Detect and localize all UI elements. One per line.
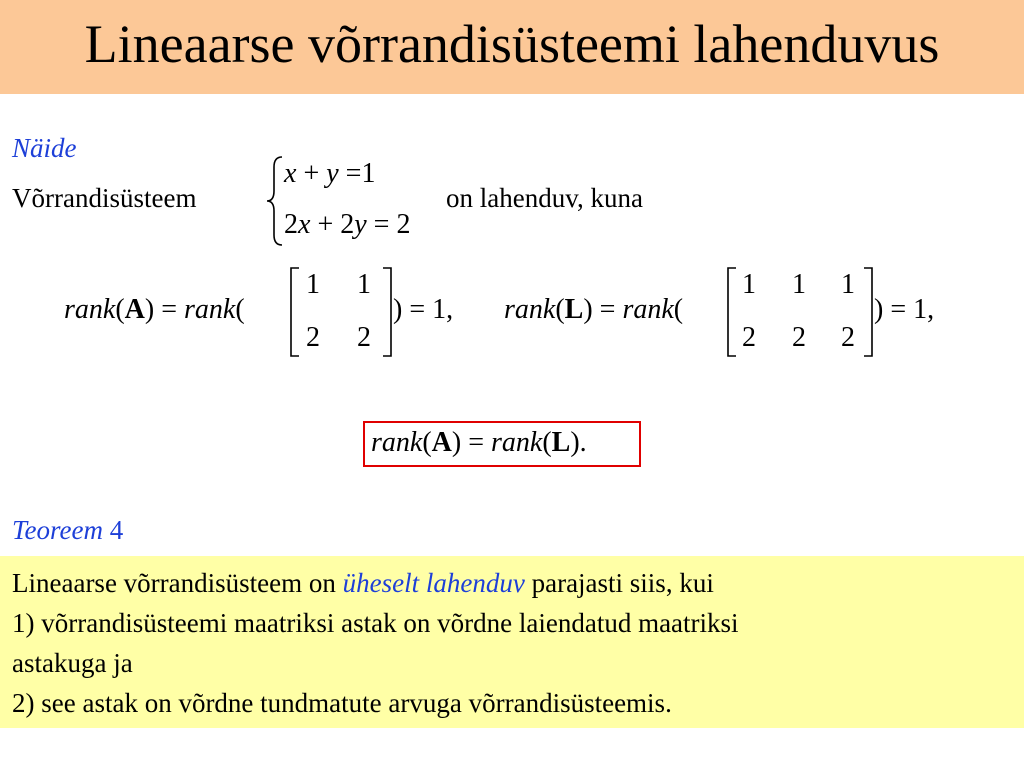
matrix-l-r1c3: 1 xyxy=(841,269,855,300)
rank-a-func2: rank xyxy=(184,294,236,325)
rank-a-lhs xyxy=(64,294,245,326)
theorem-line-1-suffix: parajasti siis, kui xyxy=(524,568,714,598)
equality-rparen: ) xyxy=(451,427,462,458)
equality-lparen2: ( xyxy=(542,427,552,458)
slide-title: Lineaarse võrrandisüsteemi lahenduvus xyxy=(84,14,940,74)
example-conclusion: on lahenduv, kuna xyxy=(446,183,643,213)
system-brace xyxy=(264,155,286,247)
example-heading: Näide xyxy=(12,133,77,163)
matrix-a-r2c2: 2 xyxy=(357,322,371,353)
theorem-line-1-emphasis: üheselt lahenduv xyxy=(342,568,525,598)
eq2-x: x xyxy=(298,209,311,240)
matrix-l-r1c2: 1 xyxy=(792,269,806,300)
rank-a-lparen: ( xyxy=(115,294,125,325)
rank-l-func2: rank xyxy=(622,294,674,325)
theorem-heading-number: 4 xyxy=(109,515,124,545)
eq2-rhs: 2 xyxy=(396,209,411,240)
rank-a-tail: ) = 1, xyxy=(393,294,454,325)
equality-lparen: ( xyxy=(422,427,432,458)
eq1-y: y xyxy=(326,158,339,189)
equality-func2: rank xyxy=(491,427,543,458)
eq1-rhs: 1 xyxy=(361,158,376,189)
rank-a-lparen2: ( xyxy=(235,294,245,325)
eq1-x: x xyxy=(284,158,297,189)
rank-a-func: rank xyxy=(64,294,116,325)
equality-symbol-a: A xyxy=(431,427,452,458)
rank-l-lhs xyxy=(504,294,683,326)
rank-l-symbol: L xyxy=(564,294,584,325)
system-equation-1 xyxy=(284,158,375,190)
matrix-a-r1c2: 1 xyxy=(357,269,371,300)
theorem-line-2: 1) võrrandisüsteemi maatriksi astak on võrdne laiendatud maatriksi xyxy=(12,608,739,638)
eq2-coef-y: 2 xyxy=(340,209,355,240)
equality-tail: ). xyxy=(570,427,587,458)
rank-a-symbol: A xyxy=(124,294,145,325)
matrix-a-r2c1: 2 xyxy=(306,322,320,353)
equality-equals: = xyxy=(468,427,485,458)
rank-l-tail: ) = 1, xyxy=(874,294,935,325)
theorem-line-3: astakuga ja xyxy=(12,648,133,678)
eq2-equals: = xyxy=(373,209,390,240)
eq1-plus: + xyxy=(303,158,320,189)
eq2-y: y xyxy=(354,209,367,240)
theorem-heading xyxy=(12,514,123,546)
matrix-l-r2c2: 2 xyxy=(792,322,806,353)
rank-l-lparen: ( xyxy=(555,294,565,325)
rank-a-rparen: ) xyxy=(144,294,155,325)
example-intro: Võrrandisüsteem xyxy=(12,183,197,213)
matrix-a-brackets xyxy=(289,266,393,358)
title-bar xyxy=(0,0,1024,94)
system-equation-2 xyxy=(284,209,410,241)
rank-a-equals: = xyxy=(161,294,178,325)
rank-l-equals: = xyxy=(599,294,616,325)
theorem-box xyxy=(0,556,1024,728)
matrix-l-r1c1: 1 xyxy=(742,269,756,300)
rank-l-func: rank xyxy=(504,294,556,325)
matrix-a-r1c1: 1 xyxy=(306,269,320,300)
equality-symbol-l: L xyxy=(551,427,571,458)
matrix-l-r2c1: 2 xyxy=(742,322,756,353)
theorem-line-4: 2) see astak on võrdne tundmatute arvuga võrrandisüsteemis. xyxy=(12,688,672,718)
matrix-l-r2c3: 2 xyxy=(841,322,855,353)
theorem-line-1-prefix: Lineaarse võrrandisüsteem on xyxy=(12,568,343,598)
eq1-equals: = xyxy=(345,158,362,189)
theorem-heading-word: Teoreem xyxy=(12,515,103,545)
theorem-line-1 xyxy=(12,566,714,600)
rank-l-lparen2: ( xyxy=(673,294,684,325)
eq2-coef-x: 2 xyxy=(284,209,298,240)
eq2-plus: + xyxy=(317,209,334,240)
rank-l-rparen: ) xyxy=(583,294,593,325)
equality-func: rank xyxy=(371,427,423,458)
highlighted-equality xyxy=(371,427,587,459)
